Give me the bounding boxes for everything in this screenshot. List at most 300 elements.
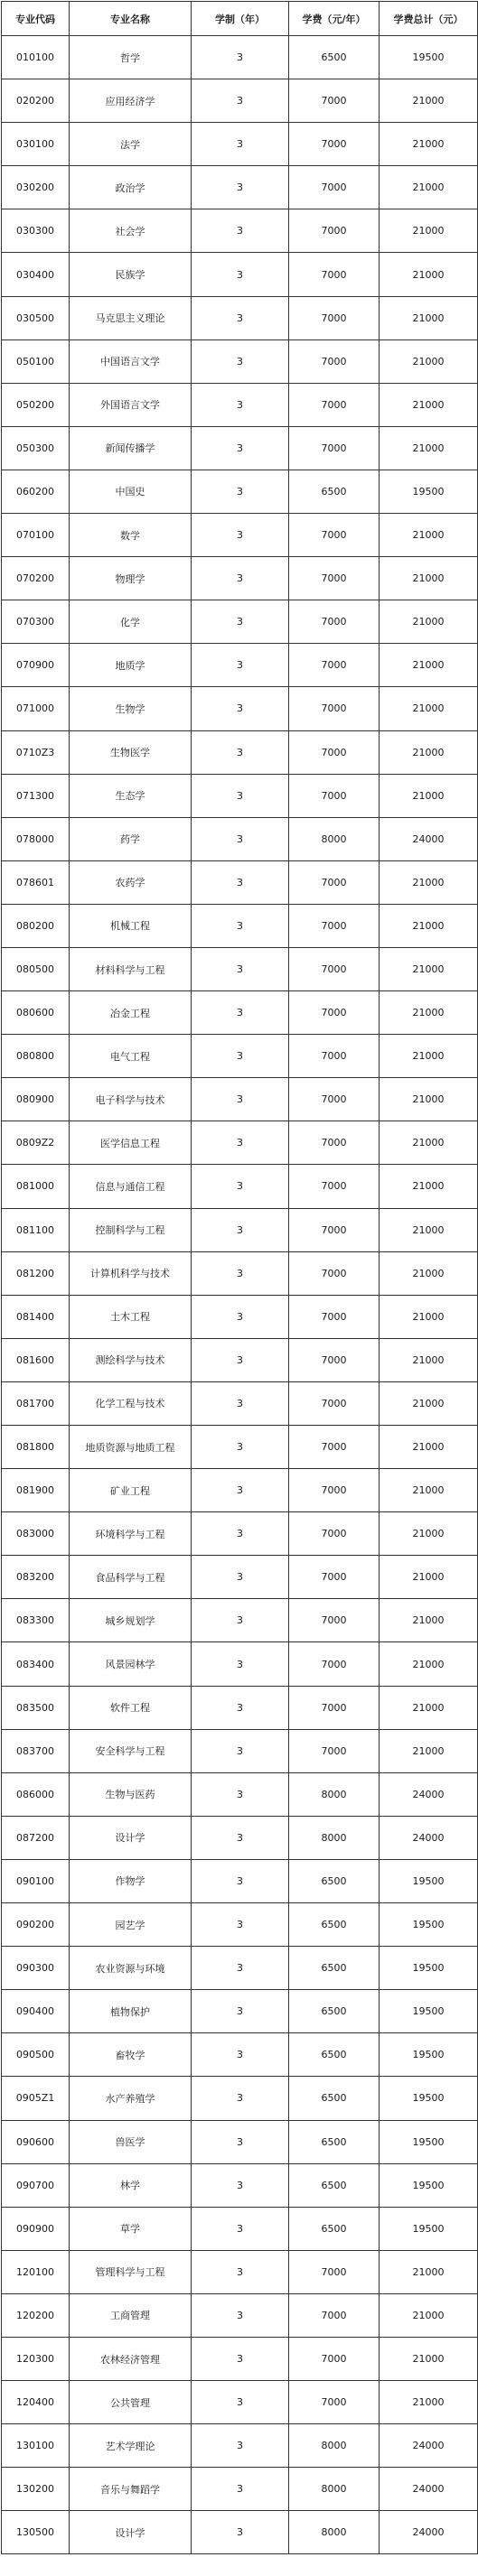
cell-major-name: 哲学 <box>70 36 192 79</box>
cell-major-name: 畜牧学 <box>70 2033 192 2077</box>
cell-total-fee: 19500 <box>380 2163 478 2207</box>
cell-major-code: 078000 <box>2 817 70 860</box>
cell-duration: 3 <box>192 2468 289 2511</box>
table-row <box>2 817 478 860</box>
cell-major-code: 090700 <box>2 2163 70 2207</box>
header-duration: 学制（年） <box>192 2 289 36</box>
cell-duration: 3 <box>192 1686 289 1729</box>
cell-major-code: 071300 <box>2 774 70 817</box>
cell-major-name: 地质资源与地质工程 <box>70 1426 192 1469</box>
cell-total-fee: 21000 <box>380 1642 478 1686</box>
table-row <box>2 1035 478 1078</box>
table-row <box>2 557 478 600</box>
cell-major-code: 030500 <box>2 296 70 339</box>
cell-major-name: 农业资源与环境 <box>70 1947 192 1990</box>
cell-major-name: 设计学 <box>70 2511 192 2554</box>
cell-total-fee: 21000 <box>380 1035 478 1078</box>
cell-major-name: 物理学 <box>70 557 192 600</box>
cell-major-code: 060200 <box>2 470 70 513</box>
cell-total-fee: 21000 <box>380 774 478 817</box>
cell-annual-fee: 7000 <box>289 123 380 166</box>
cell-major-code: 020200 <box>2 79 70 123</box>
cell-duration: 3 <box>192 2250 289 2293</box>
cell-major-code: 010100 <box>2 36 70 79</box>
cell-duration: 3 <box>192 2207 289 2250</box>
table-row <box>2 470 478 513</box>
cell-major-code: 090500 <box>2 2033 70 2077</box>
cell-major-name: 电子科学与技术 <box>70 1078 192 1121</box>
cell-total-fee: 24000 <box>380 2511 478 2554</box>
cell-duration: 3 <box>192 1469 289 1512</box>
cell-duration: 3 <box>192 1035 289 1078</box>
cell-duration: 3 <box>192 687 289 730</box>
table-row <box>2 2424 478 2468</box>
cell-annual-fee: 8000 <box>289 2424 380 2468</box>
cell-major-code: 120300 <box>2 2337 70 2380</box>
cell-major-code: 120200 <box>2 2293 70 2337</box>
cell-total-fee: 21000 <box>380 383 478 426</box>
cell-major-code: 090200 <box>2 1903 70 1947</box>
cell-annual-fee: 7000 <box>289 426 380 470</box>
cell-duration: 3 <box>192 296 289 339</box>
cell-duration: 3 <box>192 79 289 123</box>
cell-duration: 3 <box>192 1338 289 1381</box>
cell-duration: 3 <box>192 1165 289 1208</box>
cell-major-name: 生物与医药 <box>70 1772 192 1816</box>
cell-duration: 3 <box>192 1295 289 1338</box>
cell-total-fee: 21000 <box>380 904 478 947</box>
cell-annual-fee: 7000 <box>289 166 380 209</box>
cell-duration: 3 <box>192 1859 289 1902</box>
cell-major-name: 艺术学理论 <box>70 2424 192 2468</box>
cell-total-fee: 21000 <box>380 209 478 253</box>
cell-annual-fee: 7000 <box>289 1078 380 1121</box>
cell-major-name: 新闻传播学 <box>70 426 192 470</box>
cell-annual-fee: 7000 <box>289 1599 380 1642</box>
table-row <box>2 383 478 426</box>
tuition-table <box>1 1 478 2554</box>
cell-annual-fee: 7000 <box>289 253 380 296</box>
cell-annual-fee: 8000 <box>289 817 380 860</box>
cell-total-fee: 21000 <box>380 1381 478 1425</box>
cell-major-name: 材料科学与工程 <box>70 947 192 990</box>
table-row <box>2 1078 478 1121</box>
table-row <box>2 1251 478 1295</box>
cell-total-fee: 21000 <box>380 426 478 470</box>
cell-duration: 3 <box>192 1121 289 1165</box>
cell-total-fee: 21000 <box>380 860 478 904</box>
cell-annual-fee: 7000 <box>289 1121 380 1165</box>
table-row <box>2 1947 478 1990</box>
cell-major-name: 水产养殖学 <box>70 2077 192 2120</box>
table-row <box>2 1426 478 1469</box>
cell-major-name: 食品科学与工程 <box>70 1556 192 1599</box>
cell-major-name: 城乡规划学 <box>70 1599 192 1642</box>
cell-major-name: 外国语言文学 <box>70 383 192 426</box>
table-row <box>2 687 478 730</box>
cell-duration: 3 <box>192 860 289 904</box>
table-row <box>2 2207 478 2250</box>
cell-total-fee: 21000 <box>380 2250 478 2293</box>
cell-annual-fee: 7000 <box>289 79 380 123</box>
cell-annual-fee: 7000 <box>289 2293 380 2337</box>
cell-annual-fee: 6500 <box>289 2207 380 2250</box>
table-row <box>2 1990 478 2033</box>
cell-annual-fee: 7000 <box>289 1556 380 1599</box>
cell-major-code: 030100 <box>2 123 70 166</box>
cell-duration: 3 <box>192 2120 289 2163</box>
cell-major-code: 083300 <box>2 1599 70 1642</box>
cell-annual-fee: 7000 <box>289 1512 380 1556</box>
cell-total-fee: 21000 <box>380 730 478 774</box>
cell-duration: 3 <box>192 644 289 687</box>
table-row <box>2 2511 478 2554</box>
cell-major-name: 土木工程 <box>70 1295 192 1338</box>
table-row <box>2 1772 478 1816</box>
cell-major-name: 法学 <box>70 123 192 166</box>
table-row <box>2 1121 478 1165</box>
cell-major-name: 农林经济管理 <box>70 2337 192 2380</box>
cell-duration: 3 <box>192 2293 289 2337</box>
cell-total-fee: 24000 <box>380 1772 478 1816</box>
cell-major-name: 草学 <box>70 2207 192 2250</box>
cell-annual-fee: 6500 <box>289 470 380 513</box>
cell-total-fee: 21000 <box>380 2381 478 2424</box>
cell-major-name: 民族学 <box>70 253 192 296</box>
cell-major-name: 中国史 <box>70 470 192 513</box>
cell-duration: 3 <box>192 991 289 1035</box>
cell-major-code: 050100 <box>2 339 70 383</box>
cell-total-fee: 19500 <box>380 1859 478 1902</box>
cell-duration: 3 <box>192 1729 289 1772</box>
cell-annual-fee: 7000 <box>289 296 380 339</box>
cell-annual-fee: 7000 <box>289 1426 380 1469</box>
cell-annual-fee: 7000 <box>289 1381 380 1425</box>
cell-duration: 3 <box>192 2033 289 2077</box>
cell-duration: 3 <box>192 2077 289 2120</box>
cell-major-name: 软件工程 <box>70 1686 192 1729</box>
header-major-code: 专业代码 <box>2 2 70 36</box>
cell-major-code: 090400 <box>2 1990 70 2033</box>
cell-total-fee: 21000 <box>380 1208 478 1251</box>
cell-major-name: 社会学 <box>70 209 192 253</box>
cell-major-name: 生态学 <box>70 774 192 817</box>
cell-annual-fee: 6500 <box>289 2120 380 2163</box>
cell-total-fee: 21000 <box>380 514 478 557</box>
cell-major-code: 130100 <box>2 2424 70 2468</box>
cell-annual-fee: 7000 <box>289 1295 380 1338</box>
cell-annual-fee: 7000 <box>289 1208 380 1251</box>
cell-major-name: 化学 <box>70 600 192 644</box>
cell-total-fee: 21000 <box>380 166 478 209</box>
cell-annual-fee: 6500 <box>289 2033 380 2077</box>
table-row <box>2 2250 478 2293</box>
cell-major-code: 080200 <box>2 904 70 947</box>
table-row <box>2 947 478 990</box>
cell-annual-fee: 7000 <box>289 383 380 426</box>
cell-annual-fee: 7000 <box>289 2250 380 2293</box>
cell-major-code: 050200 <box>2 383 70 426</box>
cell-annual-fee: 7000 <box>289 339 380 383</box>
cell-annual-fee: 8000 <box>289 2468 380 2511</box>
cell-annual-fee: 7000 <box>289 947 380 990</box>
cell-duration: 3 <box>192 383 289 426</box>
table-row <box>2 904 478 947</box>
table-row <box>2 296 478 339</box>
cell-major-name: 政治学 <box>70 166 192 209</box>
table-row <box>2 2293 478 2337</box>
cell-major-name: 应用经济学 <box>70 79 192 123</box>
cell-total-fee: 21000 <box>380 1251 478 1295</box>
cell-major-name: 数学 <box>70 514 192 557</box>
cell-major-name: 工商管理 <box>70 2293 192 2337</box>
table-row <box>2 1903 478 1947</box>
cell-major-name: 机械工程 <box>70 904 192 947</box>
cell-major-code: 081900 <box>2 1469 70 1512</box>
cell-major-name: 药学 <box>70 817 192 860</box>
cell-major-code: 086000 <box>2 1772 70 1816</box>
cell-major-name: 林学 <box>70 2163 192 2207</box>
cell-annual-fee: 7000 <box>289 644 380 687</box>
cell-duration: 3 <box>192 1947 289 1990</box>
cell-duration: 3 <box>192 730 289 774</box>
cell-annual-fee: 7000 <box>289 991 380 1035</box>
cell-annual-fee: 7000 <box>289 1338 380 1381</box>
cell-total-fee: 21000 <box>380 1686 478 1729</box>
header-annual-fee: 学费（元/年） <box>289 2 380 36</box>
cell-duration: 3 <box>192 1642 289 1686</box>
cell-total-fee: 19500 <box>380 2033 478 2077</box>
cell-major-name: 生物医学 <box>70 730 192 774</box>
cell-duration: 3 <box>192 947 289 990</box>
cell-annual-fee: 6500 <box>289 1947 380 1990</box>
cell-duration: 3 <box>192 1078 289 1121</box>
cell-annual-fee: 7000 <box>289 1729 380 1772</box>
cell-annual-fee: 7000 <box>289 1165 380 1208</box>
table-header-row <box>2 2 478 36</box>
cell-total-fee: 21000 <box>380 1338 478 1381</box>
header-total-fee: 学费总计（元） <box>380 2 478 36</box>
table-body <box>2 36 478 2554</box>
cell-total-fee: 21000 <box>380 1729 478 1772</box>
cell-major-code: 090300 <box>2 1947 70 1990</box>
cell-duration: 3 <box>192 557 289 600</box>
cell-total-fee: 21000 <box>380 947 478 990</box>
cell-major-code: 081800 <box>2 1426 70 1469</box>
cell-major-name: 作物学 <box>70 1859 192 1902</box>
cell-annual-fee: 6500 <box>289 1990 380 2033</box>
cell-major-code: 090900 <box>2 2207 70 2250</box>
table-row <box>2 2163 478 2207</box>
cell-duration: 3 <box>192 2511 289 2554</box>
table-row <box>2 1512 478 1556</box>
cell-major-code: 030400 <box>2 253 70 296</box>
cell-annual-fee: 6500 <box>289 2163 380 2207</box>
table-row <box>2 644 478 687</box>
cell-annual-fee: 7000 <box>289 209 380 253</box>
cell-total-fee: 19500 <box>380 1990 478 2033</box>
cell-duration: 3 <box>192 817 289 860</box>
cell-duration: 3 <box>192 1426 289 1469</box>
cell-total-fee: 21000 <box>380 1121 478 1165</box>
table-row <box>2 600 478 644</box>
cell-total-fee: 19500 <box>380 2077 478 2120</box>
cell-major-code: 081200 <box>2 1251 70 1295</box>
cell-total-fee: 19500 <box>380 2207 478 2250</box>
cell-major-code: 080500 <box>2 947 70 990</box>
cell-major-name: 测绘科学与技术 <box>70 1338 192 1381</box>
cell-total-fee: 21000 <box>380 79 478 123</box>
cell-duration: 3 <box>192 1772 289 1816</box>
table-row <box>2 730 478 774</box>
cell-duration: 3 <box>192 470 289 513</box>
cell-total-fee: 19500 <box>380 1947 478 1990</box>
cell-annual-fee: 7000 <box>289 2381 380 2424</box>
table-row <box>2 2381 478 2424</box>
cell-total-fee: 21000 <box>380 1078 478 1121</box>
cell-total-fee: 21000 <box>380 296 478 339</box>
cell-major-code: 130500 <box>2 2511 70 2554</box>
table-row <box>2 1816 478 1859</box>
table-row <box>2 1729 478 1772</box>
cell-total-fee: 21000 <box>380 644 478 687</box>
cell-major-code: 070100 <box>2 514 70 557</box>
table-row <box>2 1599 478 1642</box>
cell-major-code: 030300 <box>2 209 70 253</box>
cell-major-code: 081700 <box>2 1381 70 1425</box>
cell-total-fee: 21000 <box>380 1295 478 1338</box>
cell-major-name: 信息与通信工程 <box>70 1165 192 1208</box>
table-row <box>2 1338 478 1381</box>
cell-major-code: 050300 <box>2 426 70 470</box>
cell-major-name: 兽医学 <box>70 2120 192 2163</box>
cell-major-code: 070200 <box>2 557 70 600</box>
cell-major-code: 0905Z1 <box>2 2077 70 2120</box>
cell-major-code: 083000 <box>2 1512 70 1556</box>
table-row <box>2 1642 478 1686</box>
cell-duration: 3 <box>192 2381 289 2424</box>
cell-annual-fee: 7000 <box>289 860 380 904</box>
cell-duration: 3 <box>192 1251 289 1295</box>
table-row <box>2 79 478 123</box>
cell-duration: 3 <box>192 1556 289 1599</box>
cell-total-fee: 21000 <box>380 1556 478 1599</box>
cell-major-name: 风景园林学 <box>70 1642 192 1686</box>
cell-total-fee: 21000 <box>380 123 478 166</box>
cell-annual-fee: 6500 <box>289 1859 380 1902</box>
cell-total-fee: 21000 <box>380 1512 478 1556</box>
table-row <box>2 860 478 904</box>
cell-annual-fee: 7000 <box>289 1642 380 1686</box>
cell-major-code: 0710Z3 <box>2 730 70 774</box>
cell-annual-fee: 6500 <box>289 36 380 79</box>
table-row <box>2 514 478 557</box>
cell-total-fee: 21000 <box>380 2337 478 2380</box>
cell-major-code: 071000 <box>2 687 70 730</box>
table-row <box>2 1165 478 1208</box>
cell-total-fee: 21000 <box>380 1469 478 1512</box>
cell-annual-fee: 7000 <box>289 730 380 774</box>
table-row <box>2 123 478 166</box>
table-row <box>2 426 478 470</box>
cell-major-name: 生物学 <box>70 687 192 730</box>
cell-major-name: 农药学 <box>70 860 192 904</box>
header-major-name: 专业名称 <box>70 2 192 36</box>
cell-major-code: 083200 <box>2 1556 70 1599</box>
cell-major-code: 081600 <box>2 1338 70 1381</box>
cell-total-fee: 24000 <box>380 1816 478 1859</box>
cell-duration: 3 <box>192 2163 289 2207</box>
cell-annual-fee: 8000 <box>289 1772 380 1816</box>
cell-major-code: 120100 <box>2 2250 70 2293</box>
cell-duration: 3 <box>192 1512 289 1556</box>
cell-duration: 3 <box>192 1990 289 2033</box>
cell-major-code: 080600 <box>2 991 70 1035</box>
cell-duration: 3 <box>192 339 289 383</box>
cell-total-fee: 21000 <box>380 339 478 383</box>
table-row <box>2 2337 478 2380</box>
cell-annual-fee: 7000 <box>289 774 380 817</box>
cell-annual-fee: 7000 <box>289 600 380 644</box>
cell-duration: 3 <box>192 2424 289 2468</box>
cell-duration: 3 <box>192 1903 289 1947</box>
table-row <box>2 2468 478 2511</box>
cell-total-fee: 24000 <box>380 2468 478 2511</box>
cell-total-fee: 19500 <box>380 36 478 79</box>
cell-major-name: 控制科学与工程 <box>70 1208 192 1251</box>
cell-annual-fee: 8000 <box>289 1816 380 1859</box>
cell-duration: 3 <box>192 1208 289 1251</box>
cell-total-fee: 21000 <box>380 1599 478 1642</box>
cell-total-fee: 19500 <box>380 1903 478 1947</box>
table-row <box>2 774 478 817</box>
cell-major-code: 080800 <box>2 1035 70 1078</box>
cell-major-name: 设计学 <box>70 1816 192 1859</box>
cell-duration: 3 <box>192 600 289 644</box>
cell-major-code: 130200 <box>2 2468 70 2511</box>
cell-major-code: 083400 <box>2 1642 70 1686</box>
cell-annual-fee: 7000 <box>289 514 380 557</box>
cell-major-name: 矿业工程 <box>70 1469 192 1512</box>
table-row <box>2 1208 478 1251</box>
table-row <box>2 2033 478 2077</box>
cell-total-fee: 21000 <box>380 253 478 296</box>
table-row <box>2 1295 478 1338</box>
cell-total-fee: 24000 <box>380 817 478 860</box>
cell-duration: 3 <box>192 253 289 296</box>
cell-major-code: 070900 <box>2 644 70 687</box>
cell-duration: 3 <box>192 904 289 947</box>
cell-total-fee: 21000 <box>380 2293 478 2337</box>
cell-major-name: 化学工程与技术 <box>70 1381 192 1425</box>
cell-annual-fee: 8000 <box>289 2511 380 2554</box>
table-row <box>2 1469 478 1512</box>
cell-total-fee: 21000 <box>380 557 478 600</box>
cell-major-name: 植物保护 <box>70 1990 192 2033</box>
cell-duration: 3 <box>192 2337 289 2380</box>
cell-major-code: 081400 <box>2 1295 70 1338</box>
cell-major-name: 环境科学与工程 <box>70 1512 192 1556</box>
table-row <box>2 339 478 383</box>
cell-annual-fee: 7000 <box>289 2337 380 2380</box>
cell-major-code: 087200 <box>2 1816 70 1859</box>
cell-total-fee: 21000 <box>380 1165 478 1208</box>
table-row <box>2 166 478 209</box>
cell-annual-fee: 7000 <box>289 1035 380 1078</box>
table-row <box>2 1556 478 1599</box>
cell-major-code: 0809Z2 <box>2 1121 70 1165</box>
cell-duration: 3 <box>192 1816 289 1859</box>
